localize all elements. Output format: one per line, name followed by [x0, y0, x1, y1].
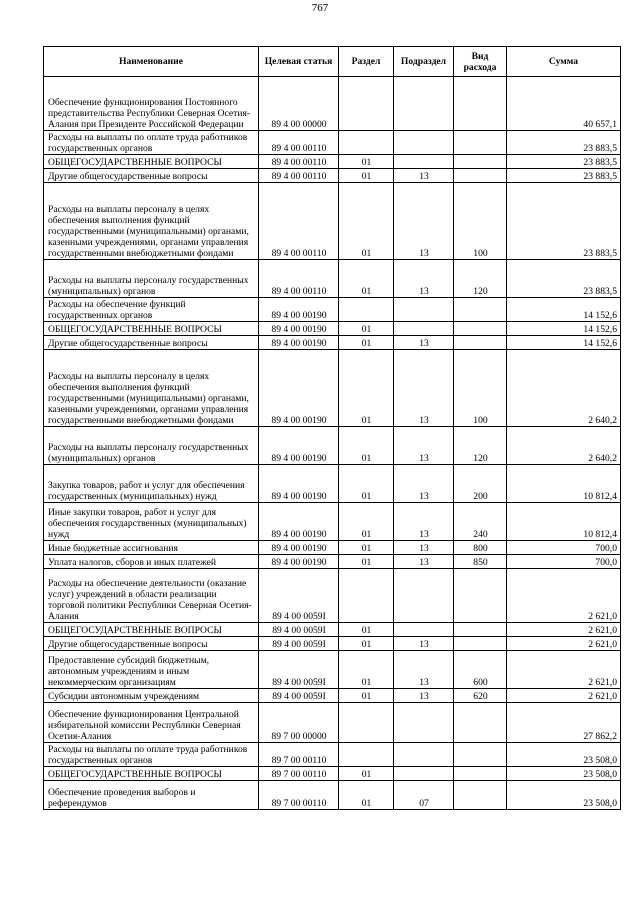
cell-subsection [394, 767, 454, 781]
header-name: Наименование [44, 47, 259, 77]
cell-sum: 23 883,5 [507, 131, 621, 155]
cell-code: 89 4 00 00190 [259, 555, 339, 569]
cell-subsection: 13 [394, 183, 454, 260]
cell-kind [454, 623, 507, 637]
cell-name: Расходы на обеспечение деятельности (оказание услуг) учреждений в области реализации торговой политики Республики Северная Осетия-Алания [44, 569, 259, 623]
cell-subsection: 13 [394, 555, 454, 569]
cell-section: 01 [339, 336, 394, 350]
cell-section [339, 703, 394, 743]
header-section: Раздел [339, 47, 394, 77]
cell-sum: 2 621,0 [507, 637, 621, 651]
cell-code: 89 7 00 00110 [259, 743, 339, 767]
cell-name: Другие общегосударственные вопросы [44, 637, 259, 651]
table-row [44, 131, 621, 155]
table-header-row [44, 47, 621, 77]
table-row [44, 689, 621, 703]
cell-section: 01 [339, 503, 394, 541]
cell-sum: 2 640,2 [507, 427, 621, 465]
cell-kind: 240 [454, 503, 507, 541]
cell-section: 01 [339, 155, 394, 169]
cell-sum: 2 621,0 [507, 569, 621, 623]
cell-section [339, 131, 394, 155]
cell-subsection [394, 298, 454, 322]
table-row [44, 427, 621, 465]
cell-code: 89 4 00 00190 [259, 350, 339, 427]
budget-table [43, 46, 621, 810]
cell-name: Расходы на обеспечение функций государственных органов [44, 298, 259, 322]
cell-kind [454, 703, 507, 743]
cell-code: 89 4 00 0059I [259, 569, 339, 623]
cell-code: 89 7 00 00110 [259, 767, 339, 781]
cell-sum: 23 508,0 [507, 743, 621, 767]
cell-sum: 14 152,6 [507, 322, 621, 336]
table-row [44, 637, 621, 651]
cell-kind: 100 [454, 350, 507, 427]
cell-subsection [394, 155, 454, 169]
cell-subsection [394, 322, 454, 336]
cell-kind [454, 743, 507, 767]
cell-subsection: 13 [394, 350, 454, 427]
cell-name: ОБЩЕГОСУДАРСТВЕННЫЕ ВОПРОСЫ [44, 322, 259, 336]
cell-name: Субсидии автономным учреждениям [44, 689, 259, 703]
table-row [44, 260, 621, 298]
cell-sum: 700,0 [507, 541, 621, 555]
table-row [44, 651, 621, 689]
cell-sum: 23 883,5 [507, 260, 621, 298]
cell-kind [454, 77, 507, 131]
cell-sum: 2 621,0 [507, 651, 621, 689]
cell-code: 89 4 00 00190 [259, 541, 339, 555]
cell-name: Иные бюджетные ассигнования [44, 541, 259, 555]
cell-code: 89 4 00 00110 [259, 131, 339, 155]
cell-section: 01 [339, 541, 394, 555]
cell-section: 01 [339, 623, 394, 637]
cell-name: Расходы на выплаты персоналу в целях обеспечения выполнения функций государственными (муниципальными) органами, казенными учреждениями, органами управления государственными внебюджетными фондами [44, 183, 259, 260]
cell-section: 01 [339, 322, 394, 336]
cell-sum: 700,0 [507, 555, 621, 569]
cell-code: 89 4 00 0059I [259, 651, 339, 689]
cell-subsection: 13 [394, 465, 454, 503]
cell-code: 89 4 00 00000 [259, 77, 339, 131]
cell-sum: 14 152,6 [507, 298, 621, 322]
cell-subsection: 13 [394, 169, 454, 183]
cell-name: Предоставление субсидий бюджетным, автономным учреждениям и иным некоммерческим организациям [44, 651, 259, 689]
cell-sum: 10 812,4 [507, 503, 621, 541]
table-row [44, 169, 621, 183]
cell-kind: 800 [454, 541, 507, 555]
cell-sum: 23 883,5 [507, 155, 621, 169]
cell-name: Расходы на выплаты персоналу в целях обеспечения выполнения функций государственными (муниципальными) органами, казенными учреждениями, органами управления государственными внебюджетными фондами [44, 350, 259, 427]
cell-code: 89 4 00 00190 [259, 336, 339, 350]
table-body [44, 77, 621, 810]
cell-section: 01 [339, 465, 394, 503]
table-row [44, 555, 621, 569]
page-number: 767 [311, 2, 329, 14]
cell-section: 01 [339, 183, 394, 260]
cell-sum: 23 883,5 [507, 169, 621, 183]
cell-code: 89 4 00 00110 [259, 183, 339, 260]
cell-section: 01 [339, 350, 394, 427]
cell-code: 89 4 00 00190 [259, 427, 339, 465]
cell-subsection [394, 623, 454, 637]
cell-name: Расходы на выплаты персоналу государственных (муниципальных) органов [44, 260, 259, 298]
cell-name: Уплата налогов, сборов и иных платежей [44, 555, 259, 569]
cell-name: Другие общегосударственные вопросы [44, 336, 259, 350]
cell-section: 01 [339, 260, 394, 298]
cell-sum: 2 640,2 [507, 350, 621, 427]
cell-name: Другие общегосударственные вопросы [44, 169, 259, 183]
cell-name: ОБЩЕГОСУДАРСТВЕННЫЕ ВОПРОСЫ [44, 767, 259, 781]
table-row [44, 183, 621, 260]
cell-code: 89 4 00 00190 [259, 298, 339, 322]
cell-sum: 10 812,4 [507, 465, 621, 503]
cell-kind: 200 [454, 465, 507, 503]
cell-kind [454, 298, 507, 322]
header-kind: Вид расхода [454, 47, 507, 77]
cell-subsection [394, 131, 454, 155]
cell-section: 01 [339, 427, 394, 465]
header-sum: Сумма [507, 47, 621, 77]
cell-section: 01 [339, 637, 394, 651]
cell-section [339, 743, 394, 767]
cell-kind: 620 [454, 689, 507, 703]
cell-name: Обеспечение функционирования Центральной избирательной комиссии Республики Северная Осетия-Алания [44, 703, 259, 743]
cell-kind [454, 637, 507, 651]
cell-kind: 120 [454, 427, 507, 465]
cell-code: 89 7 00 00110 [259, 781, 339, 810]
cell-kind: 600 [454, 651, 507, 689]
cell-section [339, 77, 394, 131]
table-row [44, 503, 621, 541]
cell-subsection [394, 77, 454, 131]
cell-section: 01 [339, 689, 394, 703]
cell-subsection: 07 [394, 781, 454, 810]
table-row [44, 336, 621, 350]
cell-subsection: 13 [394, 427, 454, 465]
cell-name: ОБЩЕГОСУДАРСТВЕННЫЕ ВОПРОСЫ [44, 155, 259, 169]
cell-sum: 14 152,6 [507, 336, 621, 350]
cell-subsection [394, 703, 454, 743]
table-row [44, 322, 621, 336]
table-row [44, 569, 621, 623]
cell-sum: 23 508,0 [507, 781, 621, 810]
cell-kind [454, 781, 507, 810]
cell-section: 01 [339, 555, 394, 569]
table-row [44, 703, 621, 743]
cell-subsection [394, 569, 454, 623]
cell-kind: 100 [454, 183, 507, 260]
header-subsection: Подраздел [394, 47, 454, 77]
table-row [44, 350, 621, 427]
cell-name: Обеспечение функционирования Постоянного представительства Республики Северная Осетия-Алания при Президенте Российской Федерации [44, 77, 259, 131]
cell-sum: 2 621,0 [507, 623, 621, 637]
cell-kind: 120 [454, 260, 507, 298]
cell-subsection: 13 [394, 336, 454, 350]
cell-kind: 850 [454, 555, 507, 569]
cell-code: 89 4 00 00110 [259, 155, 339, 169]
cell-section: 01 [339, 767, 394, 781]
cell-kind [454, 131, 507, 155]
cell-name: Расходы на выплаты персоналу государственных (муниципальных) органов [44, 427, 259, 465]
cell-sum: 27 862,2 [507, 703, 621, 743]
cell-subsection: 13 [394, 260, 454, 298]
cell-name: ОБЩЕГОСУДАРСТВЕННЫЕ ВОПРОСЫ [44, 623, 259, 637]
cell-kind [454, 767, 507, 781]
cell-sum: 23 883,5 [507, 183, 621, 260]
table-row [44, 77, 621, 131]
cell-kind [454, 569, 507, 623]
cell-name: Расходы на выплаты по оплате труда работников государственных органов [44, 743, 259, 767]
cell-subsection: 13 [394, 651, 454, 689]
cell-code: 89 4 00 00190 [259, 465, 339, 503]
table-row [44, 465, 621, 503]
cell-code: 89 4 00 00190 [259, 503, 339, 541]
cell-name: Обеспечение проведения выборов и референдумов [44, 781, 259, 810]
cell-subsection [394, 743, 454, 767]
cell-section: 01 [339, 781, 394, 810]
cell-code: 89 4 00 00190 [259, 322, 339, 336]
table-row [44, 743, 621, 767]
table-row [44, 541, 621, 555]
cell-kind [454, 322, 507, 336]
header-code: Целевая статья [259, 47, 339, 77]
cell-subsection: 13 [394, 637, 454, 651]
cell-name: Закупка товаров, работ и услуг для обеспечения государственных (муниципальных) нужд [44, 465, 259, 503]
table-row [44, 298, 621, 322]
cell-section: 01 [339, 651, 394, 689]
cell-subsection: 13 [394, 689, 454, 703]
table-row [44, 155, 621, 169]
cell-kind [454, 336, 507, 350]
cell-code: 89 4 00 0059I [259, 637, 339, 651]
cell-section [339, 569, 394, 623]
cell-name: Иные закупки товаров, работ и услуг для обеспечения государственных (муниципальных) нужд [44, 503, 259, 541]
cell-code: 89 4 00 0059I [259, 623, 339, 637]
cell-kind [454, 155, 507, 169]
cell-subsection: 13 [394, 541, 454, 555]
table-row [44, 767, 621, 781]
cell-sum: 23 508,0 [507, 767, 621, 781]
cell-section [339, 298, 394, 322]
cell-sum: 40 657,1 [507, 77, 621, 131]
cell-section: 01 [339, 169, 394, 183]
table-row [44, 781, 621, 810]
cell-code: 89 4 00 00110 [259, 169, 339, 183]
cell-code: 89 4 00 00110 [259, 260, 339, 298]
cell-kind [454, 169, 507, 183]
cell-sum: 2 621,0 [507, 689, 621, 703]
cell-name: Расходы на выплаты по оплате труда работников государственных органов [44, 131, 259, 155]
cell-code: 89 7 00 00000 [259, 703, 339, 743]
table-row [44, 623, 621, 637]
cell-code: 89 4 00 0059I [259, 689, 339, 703]
cell-subsection: 13 [394, 503, 454, 541]
